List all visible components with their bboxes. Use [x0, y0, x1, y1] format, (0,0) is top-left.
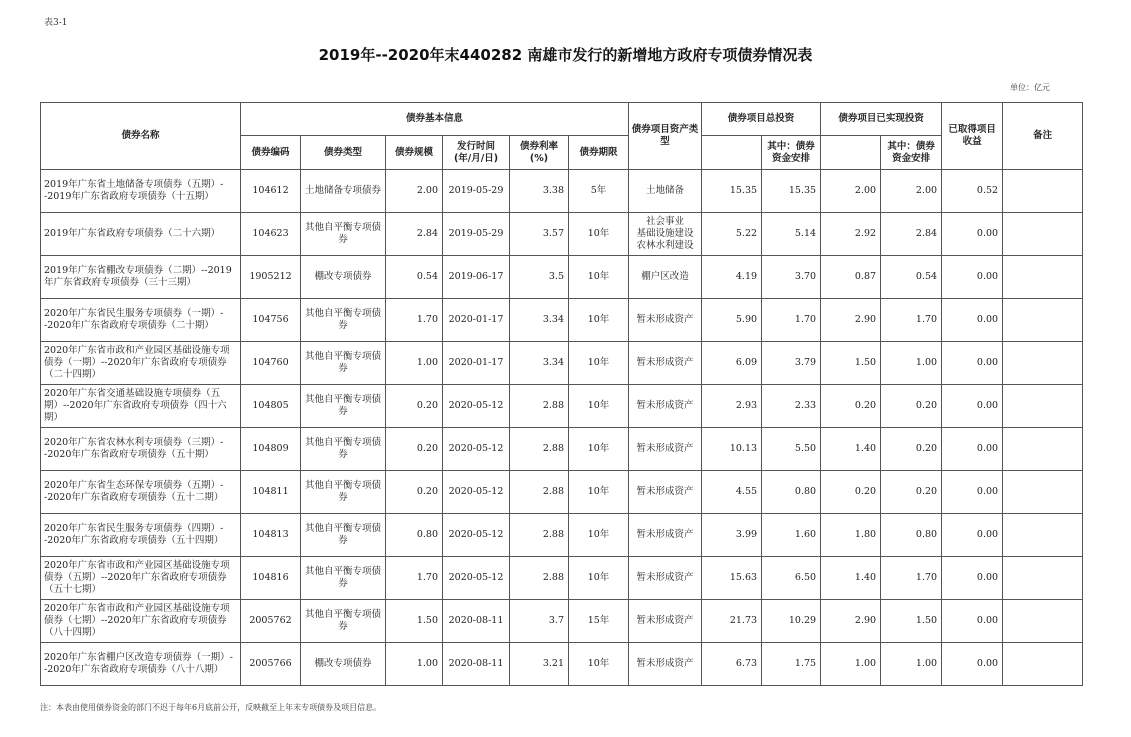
- cell-issue-date: 2020-01-17: [443, 342, 510, 385]
- table-row: [41, 557, 1083, 600]
- footnote: 注：本表由使用债券资金的部门不迟于每年6月底前公开，反映截至上年末专项债券及项目信息。: [40, 703, 382, 712]
- cell-total-invest: 5.90: [702, 299, 762, 342]
- cell-bond-scale: 1.50: [386, 600, 443, 643]
- cell-total-invest: 10.13: [702, 428, 762, 471]
- cell-revenue: 0.00: [942, 342, 1003, 385]
- cell-bond-name: 2020年广东省民生服务专项债券（一期）--2020年广东省政府专项债券（二十期）: [41, 299, 241, 342]
- header-bond-code: 债券编码: [241, 136, 301, 170]
- table-row: [41, 514, 1083, 557]
- cell-bond-name: 2020年广东省市政和产业园区基础设施专项债券（一期）--2020年广东省政府专项债券（二十四期）: [41, 342, 241, 385]
- unit-label: 单位：亿元: [1010, 83, 1050, 92]
- cell-bond-term: 10年: [569, 428, 629, 471]
- cell-bond-type: 其他自平衡专项债券: [301, 471, 386, 514]
- cell-bond-name: 2019年广东省政府专项债券（二十六期）: [41, 213, 241, 256]
- cell-remark: [1003, 514, 1083, 557]
- cell-bond-code: 104809: [241, 428, 301, 471]
- cell-remark: [1003, 643, 1083, 686]
- header-realized-invest-blank: [821, 136, 881, 170]
- cell-remark: [1003, 342, 1083, 385]
- cell-realized-invest: 1.50: [821, 342, 881, 385]
- cell-bond-term: 10年: [569, 342, 629, 385]
- cell-revenue: 0.00: [942, 385, 1003, 428]
- bond-table: [40, 102, 1083, 686]
- table-row: [41, 256, 1083, 299]
- header-bond-scale: 债券规模: [386, 136, 443, 170]
- cell-asset-type: 暂未形成资产: [629, 385, 702, 428]
- cell-bond-rate: 2.88: [510, 557, 569, 600]
- cell-bond-name: 2020年广东省农林水利专项债券（三期）--2020年广东省政府专项债券（五十期）: [41, 428, 241, 471]
- cell-issue-date: 2019-05-29: [443, 170, 510, 213]
- cell-bond-name: 2020年广东省交通基础设施专项债券（五期）--2020年广东省政府专项债券（四十六期）: [41, 385, 241, 428]
- cell-asset-type: 暂未形成资产: [629, 600, 702, 643]
- header-bond-type: 债券类型: [301, 136, 386, 170]
- table-row: [41, 471, 1083, 514]
- header-total-invest: 债券项目总投资: [702, 103, 821, 136]
- cell-bond-term: 10年: [569, 385, 629, 428]
- cell-total-invest-bond: 3.79: [762, 342, 821, 385]
- cell-bond-scale: 1.00: [386, 342, 443, 385]
- cell-bond-code: 104612: [241, 170, 301, 213]
- header-revenue: 已取得项目收益: [942, 103, 1003, 170]
- cell-bond-name: 2020年广东省市政和产业园区基础设施专项债券（七期）--2020年广东省政府专项债券（八十四期）: [41, 600, 241, 643]
- cell-total-invest-bond: 1.75: [762, 643, 821, 686]
- cell-realized-invest-bond: 1.70: [881, 557, 942, 600]
- cell-realized-invest-bond: 0.20: [881, 428, 942, 471]
- cell-remark: [1003, 170, 1083, 213]
- cell-revenue: 0.00: [942, 600, 1003, 643]
- cell-bond-name: 2019年广东省棚改专项债券（二期）--2019年广东省政府专项债券（三十三期）: [41, 256, 241, 299]
- header-bond-term: 债券期限: [569, 136, 629, 170]
- cell-realized-invest-bond: 0.54: [881, 256, 942, 299]
- cell-issue-date: 2020-05-12: [443, 471, 510, 514]
- cell-bond-type: 其他自平衡专项债券: [301, 213, 386, 256]
- cell-asset-type: 社会事业 基础设施建设 农林水利建设: [629, 213, 702, 256]
- cell-bond-term: 5年: [569, 170, 629, 213]
- cell-revenue: 0.52: [942, 170, 1003, 213]
- cell-bond-code: 2005762: [241, 600, 301, 643]
- cell-total-invest-bond: 1.60: [762, 514, 821, 557]
- cell-total-invest-bond: 1.70: [762, 299, 821, 342]
- cell-total-invest-bond: 5.14: [762, 213, 821, 256]
- header-total-invest-blank: [702, 136, 762, 170]
- cell-bond-term: 10年: [569, 256, 629, 299]
- cell-total-invest-bond: 10.29: [762, 600, 821, 643]
- cell-total-invest-bond: 5.50: [762, 428, 821, 471]
- cell-bond-term: 10年: [569, 471, 629, 514]
- cell-bond-code: 104813: [241, 514, 301, 557]
- cell-bond-type: 其他自平衡专项债券: [301, 299, 386, 342]
- cell-total-invest-bond: 15.35: [762, 170, 821, 213]
- cell-bond-term: 10年: [569, 514, 629, 557]
- cell-total-invest-bond: 6.50: [762, 557, 821, 600]
- cell-bond-type: 棚改专项债券: [301, 256, 386, 299]
- cell-bond-type: 其他自平衡专项债券: [301, 385, 386, 428]
- cell-asset-type: 暂未形成资产: [629, 514, 702, 557]
- cell-issue-date: 2020-08-11: [443, 600, 510, 643]
- cell-total-invest: 21.73: [702, 600, 762, 643]
- cell-remark: [1003, 299, 1083, 342]
- cell-total-invest: 5.22: [702, 213, 762, 256]
- cell-realized-invest: 2.00: [821, 170, 881, 213]
- cell-realized-invest-bond: 1.50: [881, 600, 942, 643]
- cell-issue-date: 2020-05-12: [443, 385, 510, 428]
- cell-total-invest: 4.55: [702, 471, 762, 514]
- cell-realized-invest: 0.20: [821, 471, 881, 514]
- cell-realized-invest-bond: 0.80: [881, 514, 942, 557]
- cell-issue-date: 2020-05-12: [443, 428, 510, 471]
- table-row: [41, 428, 1083, 471]
- cell-realized-invest-bond: 2.84: [881, 213, 942, 256]
- cell-bond-scale: 2.00: [386, 170, 443, 213]
- cell-bond-scale: 0.54: [386, 256, 443, 299]
- cell-revenue: 0.00: [942, 428, 1003, 471]
- cell-bond-rate: 3.34: [510, 342, 569, 385]
- cell-bond-name: 2020年广东省生态环保专项债券（五期）--2020年广东省政府专项债券（五十二期）: [41, 471, 241, 514]
- cell-total-invest-bond: 2.33: [762, 385, 821, 428]
- header-issue-date: 发行时间 (年/月/日): [443, 136, 510, 170]
- header-bond-name: 债券名称: [41, 103, 241, 170]
- cell-asset-type: 暂未形成资产: [629, 643, 702, 686]
- cell-total-invest-bond: 0.80: [762, 471, 821, 514]
- cell-bond-rate: 2.88: [510, 471, 569, 514]
- cell-revenue: 0.00: [942, 471, 1003, 514]
- table-row: [41, 342, 1083, 385]
- cell-realized-invest-bond: 1.00: [881, 342, 942, 385]
- cell-realized-invest: 1.80: [821, 514, 881, 557]
- cell-bond-rate: 3.7: [510, 600, 569, 643]
- cell-bond-scale: 1.00: [386, 643, 443, 686]
- cell-asset-type: 暂未形成资产: [629, 299, 702, 342]
- table-row: [41, 213, 1083, 256]
- cell-bond-rate: 3.34: [510, 299, 569, 342]
- cell-bond-code: 104760: [241, 342, 301, 385]
- cell-total-invest: 6.09: [702, 342, 762, 385]
- cell-bond-type: 其他自平衡专项债券: [301, 514, 386, 557]
- header-basic-info: 债券基本信息: [241, 103, 629, 136]
- cell-revenue: 0.00: [942, 514, 1003, 557]
- cell-realized-invest: 2.90: [821, 299, 881, 342]
- cell-realized-invest: 0.87: [821, 256, 881, 299]
- cell-bond-type: 其他自平衡专项债券: [301, 342, 386, 385]
- cell-realized-invest-bond: 0.20: [881, 471, 942, 514]
- cell-issue-date: 2020-08-11: [443, 643, 510, 686]
- cell-total-invest: 2.93: [702, 385, 762, 428]
- document-title: 2019年--2020年末440282 南雄市发行的新增地方政府专项债券情况表: [318, 46, 813, 64]
- cell-bond-code: 104623: [241, 213, 301, 256]
- table-row: [41, 643, 1083, 686]
- header-bond-rate: 债券利率 (%): [510, 136, 569, 170]
- cell-bond-rate: 3.57: [510, 213, 569, 256]
- cell-bond-term: 15年: [569, 600, 629, 643]
- cell-bond-code: 104816: [241, 557, 301, 600]
- cell-bond-rate: 2.88: [510, 514, 569, 557]
- cell-bond-type: 其他自平衡专项债券: [301, 600, 386, 643]
- header-asset-type: 债券项目资产类型: [629, 103, 702, 170]
- header-realized-invest: 债券项目已实现投资: [821, 103, 942, 136]
- cell-bond-type: 土地储备专项债券: [301, 170, 386, 213]
- cell-bond-rate: 3.38: [510, 170, 569, 213]
- cell-bond-code: 104811: [241, 471, 301, 514]
- cell-bond-name: 2020年广东省市政和产业园区基础设施专项债券（五期）--2020年广东省政府专项债券（五十七期）: [41, 557, 241, 600]
- table-row: [41, 600, 1083, 643]
- cell-bond-code: 1905212: [241, 256, 301, 299]
- cell-realized-invest-bond: 0.20: [881, 385, 942, 428]
- cell-revenue: 0.00: [942, 643, 1003, 686]
- cell-bond-name: 2020年广东省民生服务专项债券（四期）--2020年广东省政府专项债券（五十四期）: [41, 514, 241, 557]
- cell-issue-date: 2019-06-17: [443, 256, 510, 299]
- cell-bond-scale: 0.20: [386, 385, 443, 428]
- cell-issue-date: 2019-05-29: [443, 213, 510, 256]
- table-row: [41, 170, 1083, 213]
- cell-bond-code: 104756: [241, 299, 301, 342]
- cell-remark: [1003, 256, 1083, 299]
- cell-issue-date: 2020-05-12: [443, 557, 510, 600]
- cell-total-invest-bond: 3.70: [762, 256, 821, 299]
- cell-asset-type: 土地储备: [629, 170, 702, 213]
- cell-revenue: 0.00: [942, 213, 1003, 256]
- cell-revenue: 0.00: [942, 299, 1003, 342]
- cell-bond-code: 2005766: [241, 643, 301, 686]
- cell-asset-type: 暂未形成资产: [629, 428, 702, 471]
- cell-bond-name: 2020年广东省棚户区改造专项债券（一期）--2020年广东省政府专项债券（八十八期）: [41, 643, 241, 686]
- cell-bond-scale: 0.20: [386, 428, 443, 471]
- cell-total-invest: 4.19: [702, 256, 762, 299]
- cell-bond-type: 其他自平衡专项债券: [301, 428, 386, 471]
- cell-realized-invest: 1.00: [821, 643, 881, 686]
- cell-total-invest: 15.35: [702, 170, 762, 213]
- cell-total-invest: 6.73: [702, 643, 762, 686]
- header-remark: 备注: [1003, 103, 1083, 170]
- cell-bond-scale: 1.70: [386, 299, 443, 342]
- cell-realized-invest: 2.92: [821, 213, 881, 256]
- cell-asset-type: 暂未形成资产: [629, 557, 702, 600]
- cell-remark: [1003, 428, 1083, 471]
- cell-bond-rate: 3.5: [510, 256, 569, 299]
- cell-total-invest: 15.63: [702, 557, 762, 600]
- cell-bond-term: 10年: [569, 643, 629, 686]
- cell-asset-type: 棚户区改造: [629, 256, 702, 299]
- header-realized-invest-bond: 其中：债券资金安排: [881, 136, 942, 170]
- cell-realized-invest-bond: 1.70: [881, 299, 942, 342]
- cell-bond-scale: 2.84: [386, 213, 443, 256]
- cell-total-invest: 3.99: [702, 514, 762, 557]
- cell-bond-term: 10年: [569, 557, 629, 600]
- cell-bond-type: 其他自平衡专项债券: [301, 557, 386, 600]
- cell-bond-scale: 1.70: [386, 557, 443, 600]
- cell-revenue: 0.00: [942, 256, 1003, 299]
- cell-remark: [1003, 385, 1083, 428]
- cell-bond-rate: 2.88: [510, 428, 569, 471]
- header-total-invest-bond: 其中：债券资金安排: [762, 136, 821, 170]
- cell-bond-scale: 0.80: [386, 514, 443, 557]
- table-row: [41, 385, 1083, 428]
- cell-realized-invest: 1.40: [821, 428, 881, 471]
- cell-revenue: 0.00: [942, 557, 1003, 600]
- table-row: [41, 299, 1083, 342]
- cell-realized-invest: 1.40: [821, 557, 881, 600]
- cell-remark: [1003, 471, 1083, 514]
- cell-realized-invest: 0.20: [821, 385, 881, 428]
- cell-bond-term: 10年: [569, 213, 629, 256]
- cell-realized-invest-bond: 2.00: [881, 170, 942, 213]
- cell-remark: [1003, 213, 1083, 256]
- cell-remark: [1003, 557, 1083, 600]
- cell-asset-type: 暂未形成资产: [629, 342, 702, 385]
- table-number: 表3-1: [44, 18, 68, 28]
- cell-realized-invest-bond: 1.00: [881, 643, 942, 686]
- cell-asset-type: 暂未形成资产: [629, 471, 702, 514]
- cell-bond-code: 104805: [241, 385, 301, 428]
- cell-issue-date: 2020-01-17: [443, 299, 510, 342]
- cell-bond-scale: 0.20: [386, 471, 443, 514]
- cell-bond-rate: 3.21: [510, 643, 569, 686]
- cell-issue-date: 2020-05-12: [443, 514, 510, 557]
- cell-bond-rate: 2.88: [510, 385, 569, 428]
- cell-bond-name: 2019年广东省土地储备专项债券（五期）--2019年广东省政府专项债券（十五期）: [41, 170, 241, 213]
- cell-bond-term: 10年: [569, 299, 629, 342]
- cell-realized-invest: 2.90: [821, 600, 881, 643]
- cell-bond-type: 棚改专项债券: [301, 643, 386, 686]
- cell-remark: [1003, 600, 1083, 643]
